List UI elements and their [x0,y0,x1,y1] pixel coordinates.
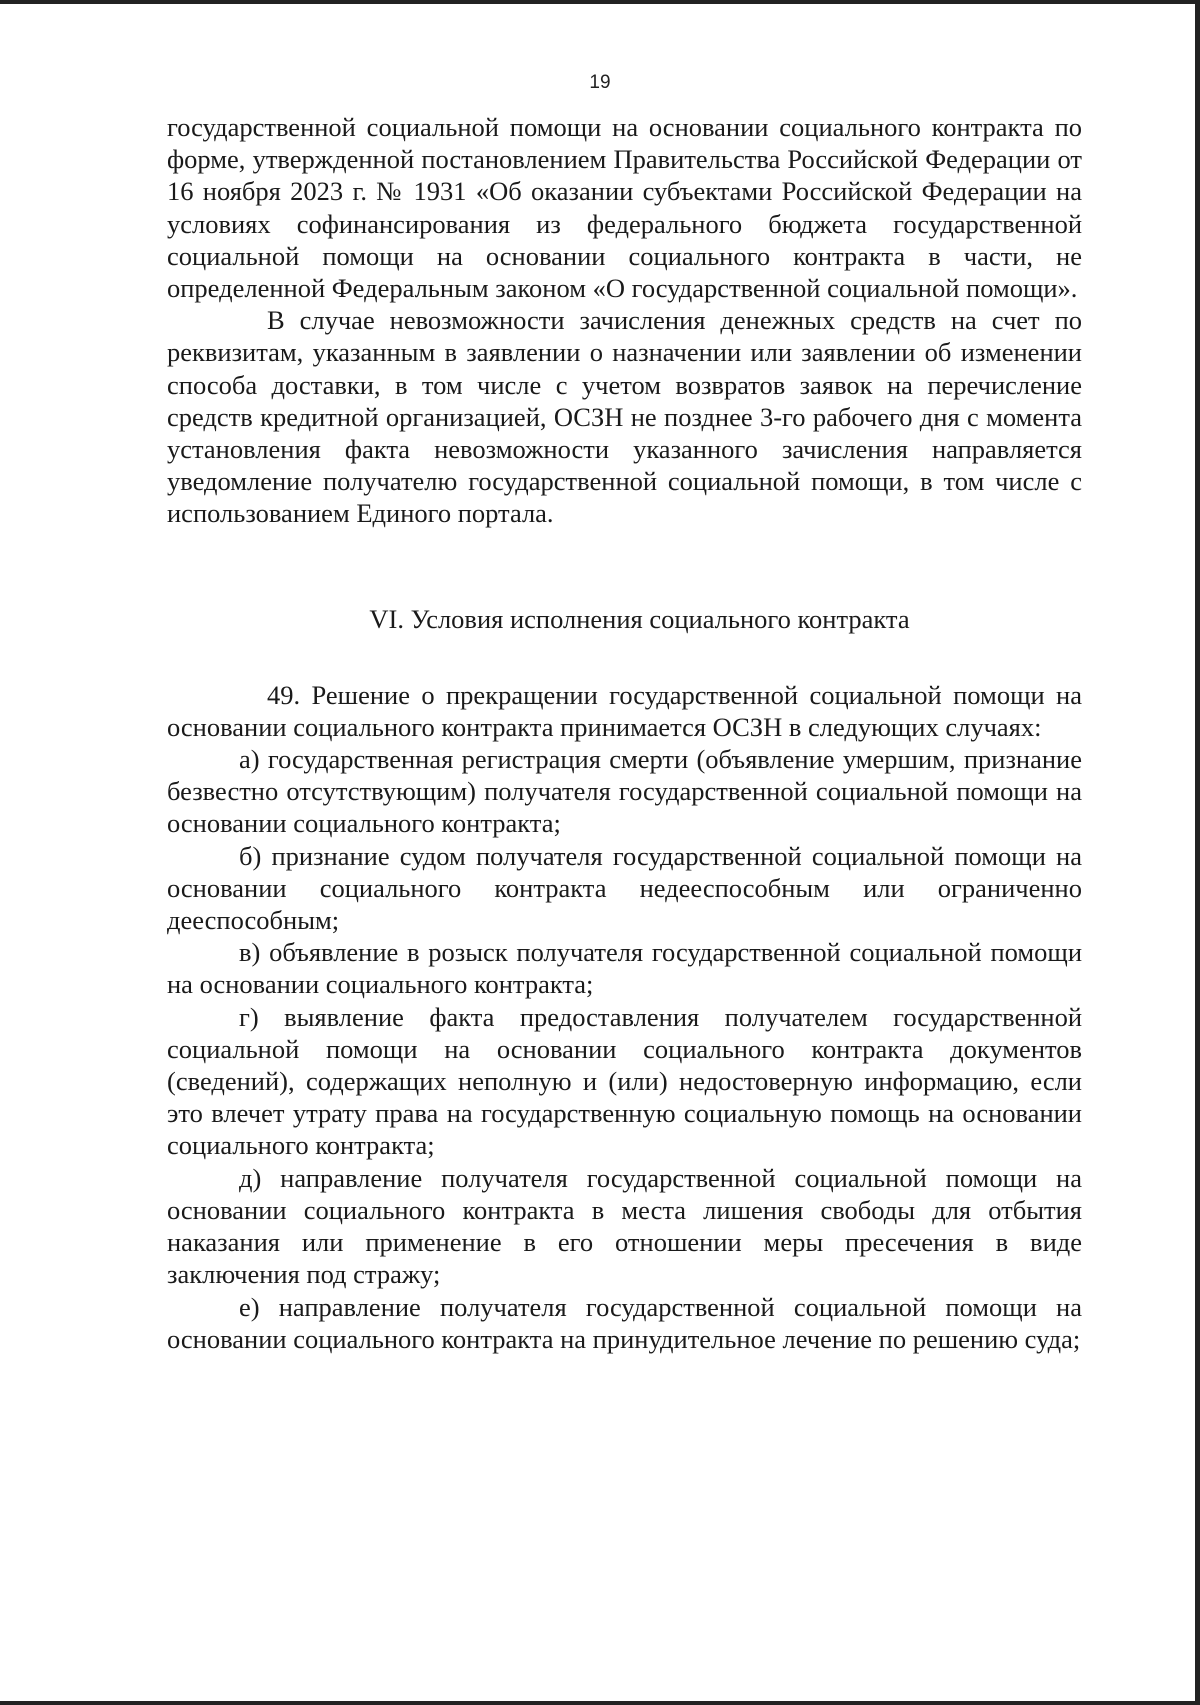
paragraph-continued: государственной социальной помощи на основании социального контракта по форме, утвержденной постановлением Правительства Российской Федерации от 16 ноября 2023 г. № 1931 «Об оказании субъектами Российской Федерации на условиях софинансирования из федерального бюджета государственной социальной помощи на основании социального контракта в части, не определенной Федеральным законом «О государственной социальной помощи». [167,112,1082,304]
scan-border-right [1195,0,1200,1705]
scan-border-top [0,0,1200,4]
list-item-a: а) государственная регистрация смерти (объявление умершим, признание безвестно отсутствующим) получателя государственной социальной помощи на основании социального контракта; [167,744,1082,839]
list-item-d: д) направление получателя государственной социальной помощи на основании социального контракта в места лишения свободы для отбытия наказания или применение в его отношении меры пресечения в виде заключения под стражу; [167,1162,1082,1290]
list-item-b: б) признание судом получателя государственной социальной помощи на основании социального контракта недееспособным или ограниченно дееспособным; [167,840,1082,936]
scan-border-bottom [0,1701,1200,1705]
paragraph-49: 49. Решение о прекращении государственной социальной помощи на основании социального контракта принимается ОСЗН в следующих случаях: [167,679,1082,742]
list-item-g: г) выявление факта предоставления получателем государственной социальной помощи на основании социального контракта документов (сведений), содержащих неполную и (или) недостоверную информацию, если это влечет утрату права на государственную социальную помощь на основании социального контракта; [167,1001,1082,1161]
section-heading: VI. Условия исполнения социального контракта [369,603,910,634]
list-item-e: е) направление получателя государственной социальной помощи на основании социального контракта на принудительное лечение по решению суда; [167,1291,1082,1354]
document-body [167,111,1082,1355]
paragraph-transfer-impossibility: В случае невозможности зачисления денежных средств на счет по реквизитам, указанным в заявлении о назначении или заявлении об изменении способа доставки, в том числе с учетом возвратов заявок на перечисление средств кредитной организацией, ОСЗН не позднее 3-го рабочего дня с момента установления факта невозможности указанного зачисления направляется уведомление получателю государственной социальной помощи, в том числе с использованием Единого портала. [167,305,1082,529]
list-item-v: в) объявление в розыск получателя государственной социальной помощи на основании социального контракта; [167,937,1082,1000]
page-number: 19 [589,72,611,93]
spacer [167,635,1082,679]
